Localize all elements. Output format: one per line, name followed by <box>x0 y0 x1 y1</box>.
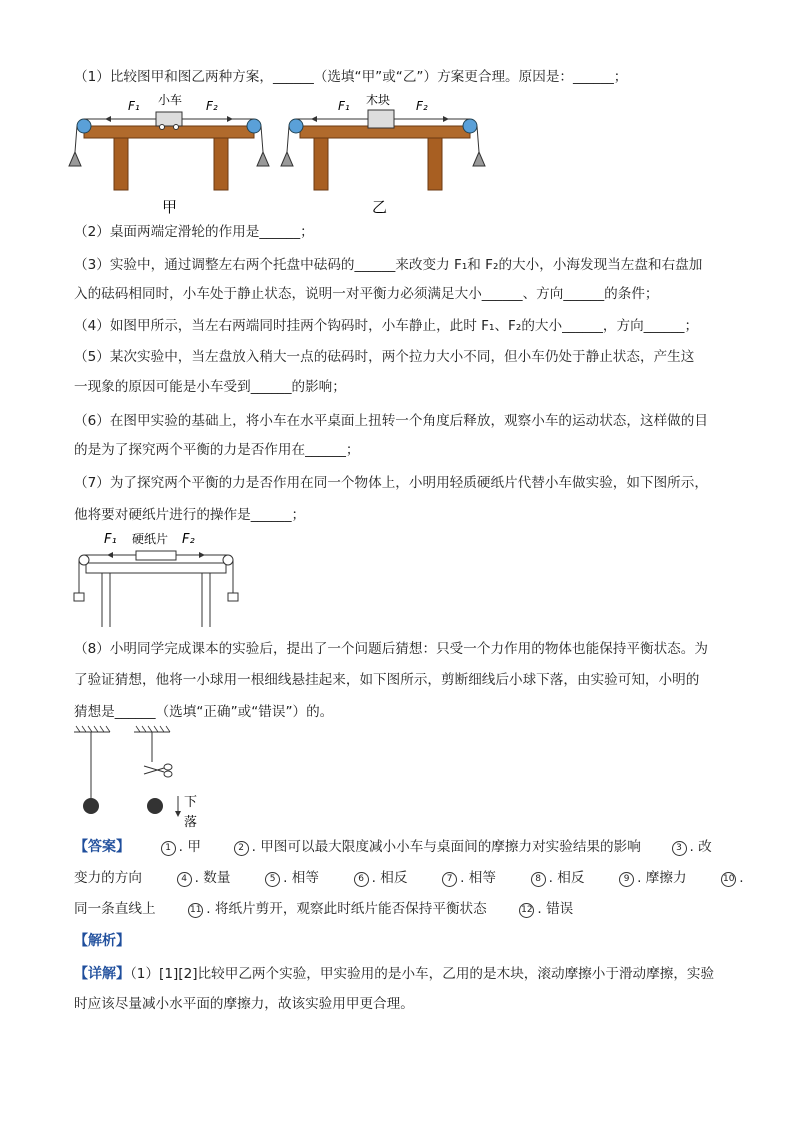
answer-item-10-cont: 同一条直线上 <box>74 901 156 917</box>
analysis-detail-a: 【详解】（1）[1][2]比较甲乙两个实验，甲实验用的是小车，乙用的是木块，滚动摩擦小于滑动摩擦，实验 <box>74 966 715 982</box>
question-8b: 了验证猜想，他将一小球用一根细线悬挂起来，如下图所示，剪断细线后小球下落，由实验可知，小明的 <box>74 672 700 688</box>
analysis-detail-b: 时应该尽量减小水平面的摩擦力，故该实验用甲更合理。 <box>74 996 414 1012</box>
question-5b: 一现象的原因可能是小车受到______的影响； <box>74 379 346 395</box>
answer-item-3-cont: 变力的方向 <box>74 870 142 886</box>
pulley-left-icon <box>289 119 303 133</box>
answer-item-1: 1 . 甲 <box>161 839 201 855</box>
weight-left-icon <box>281 152 293 166</box>
question-8a: （8）小明同学完成课本的实验后，提出了一个问题后猜想：只受一个力作用的物体也能保持平衡状态。为 <box>74 641 708 657</box>
card-icon <box>136 551 176 560</box>
fig1-F2: F₂ <box>206 99 218 113</box>
block-icon <box>368 110 394 128</box>
question-7b: 他将要对硬纸片进行的操作是______； <box>74 507 306 523</box>
hook-weight-right-icon <box>228 593 238 601</box>
question-7a: （7）为了探究两个平衡的力是否作用在同一个物体上，小明用轻质硬纸片代替小车做实验，如下图所示， <box>74 475 708 491</box>
analysis-tag: 【解析】 <box>74 933 130 949</box>
question-3a: （3）实验中，通过调整左右两个托盘中砝码的______来改变力 F₁和 F₂的大小，小海发现当左盘和右盘加 <box>74 257 703 273</box>
figure-jia <box>69 93 269 215</box>
pulley-left-icon <box>79 555 89 565</box>
pulley-right-icon <box>247 119 261 133</box>
figure-jia-yi <box>66 90 486 215</box>
weight-right-icon <box>257 152 269 166</box>
question-6a: （6）在图甲实验的基础上，将小车在水平桌面上扭转一个角度后释放，观察小车的运动状态，这样做的目 <box>74 413 708 429</box>
question-2: （2）桌面两端定滑轮的作用是______； <box>74 224 314 240</box>
fig1-F1: F₁ <box>128 99 140 113</box>
figure-card <box>66 527 246 627</box>
figure-ball <box>66 724 216 834</box>
answer-item-9: 9 . 摩擦力 <box>619 870 686 886</box>
weight-right-icon <box>473 152 485 166</box>
question-8c: 猜想是______（选填“正确”或“错误”）的。 <box>74 704 334 720</box>
answer-line-1 <box>74 837 712 857</box>
answer-item-5: 5 . 相等 <box>265 870 319 886</box>
fig2-F1: F₁ <box>338 99 350 113</box>
ball-falling-icon <box>147 798 163 814</box>
weight-left-icon <box>69 152 81 166</box>
fig3-card-label: 硬纸片 <box>132 532 169 546</box>
pulley-left-icon <box>77 119 91 133</box>
scissors-icon <box>144 764 172 777</box>
fig1-cart-label: 小车 <box>158 93 183 107</box>
fig3-F2: F₂ <box>182 532 195 547</box>
fig3-F1: F₁ <box>104 532 117 547</box>
question-3b: 入的砝码相同时，小车处于静止状态，说明一对平衡力必须满足大小______、方向______的条件； <box>74 286 659 302</box>
pulley-right-icon <box>223 555 233 565</box>
answer-item-11: 11 . 将纸片剪开，观察此时纸片能否保持平衡状态 <box>189 901 487 917</box>
fig2-block-label: 木块 <box>366 93 391 107</box>
fig4-fall-2: 落 <box>184 815 198 830</box>
answer-item-8: 8 . 相反 <box>531 870 585 886</box>
answer-item-12: 12 . 错误 <box>521 901 574 917</box>
answer-line-3 <box>74 899 573 919</box>
detail-tag: 【详解】 <box>74 966 130 982</box>
ball-hanging-icon <box>83 798 99 814</box>
fig4-fall-1: 下 <box>184 795 198 810</box>
question-6b: 的是为了探究两个平衡的力是否作用在______； <box>74 442 360 458</box>
answer-item-2: 2 . 甲图可以最大限度减小小车与桌面间的摩擦力对实验结果的影响 <box>234 839 641 855</box>
answer-item-10: 10 . <box>722 870 744 886</box>
fig1-label: 甲 <box>162 198 178 215</box>
hook-weight-left-icon <box>74 593 84 601</box>
answer-item-6: 6 . 相反 <box>354 870 408 886</box>
question-5a: （5）某次实验中，当左盘放入稍大一点的砝码时，两个拉力大小不同，但小车仍处于静止状态，产生这 <box>74 349 695 365</box>
answer-item-4: 4 . 数量 <box>177 870 231 886</box>
figure-yi <box>281 92 485 215</box>
fig2-F2: F₂ <box>416 99 428 113</box>
pulley-right-icon <box>463 119 477 133</box>
answer-item-3: 3 . 改 <box>672 839 712 855</box>
answer-item-7: 7 . 相等 <box>442 870 496 886</box>
question-1: （1）比较图甲和图乙两种方案，______（选填“甲”或“乙”）方案更合理。原因是：______； <box>74 69 628 85</box>
fig2-label: 乙 <box>372 198 388 215</box>
analysis-tag-line <box>74 931 130 951</box>
question-4: （4）如图甲所示，当左右两端同时挂两个钩码时，小车静止，此时 F₁、F₂的大小______，方向______； <box>74 318 699 334</box>
answer-tag: 【答案】 <box>74 839 130 855</box>
cart-icon <box>156 112 182 126</box>
answer-line-2 <box>74 868 744 888</box>
